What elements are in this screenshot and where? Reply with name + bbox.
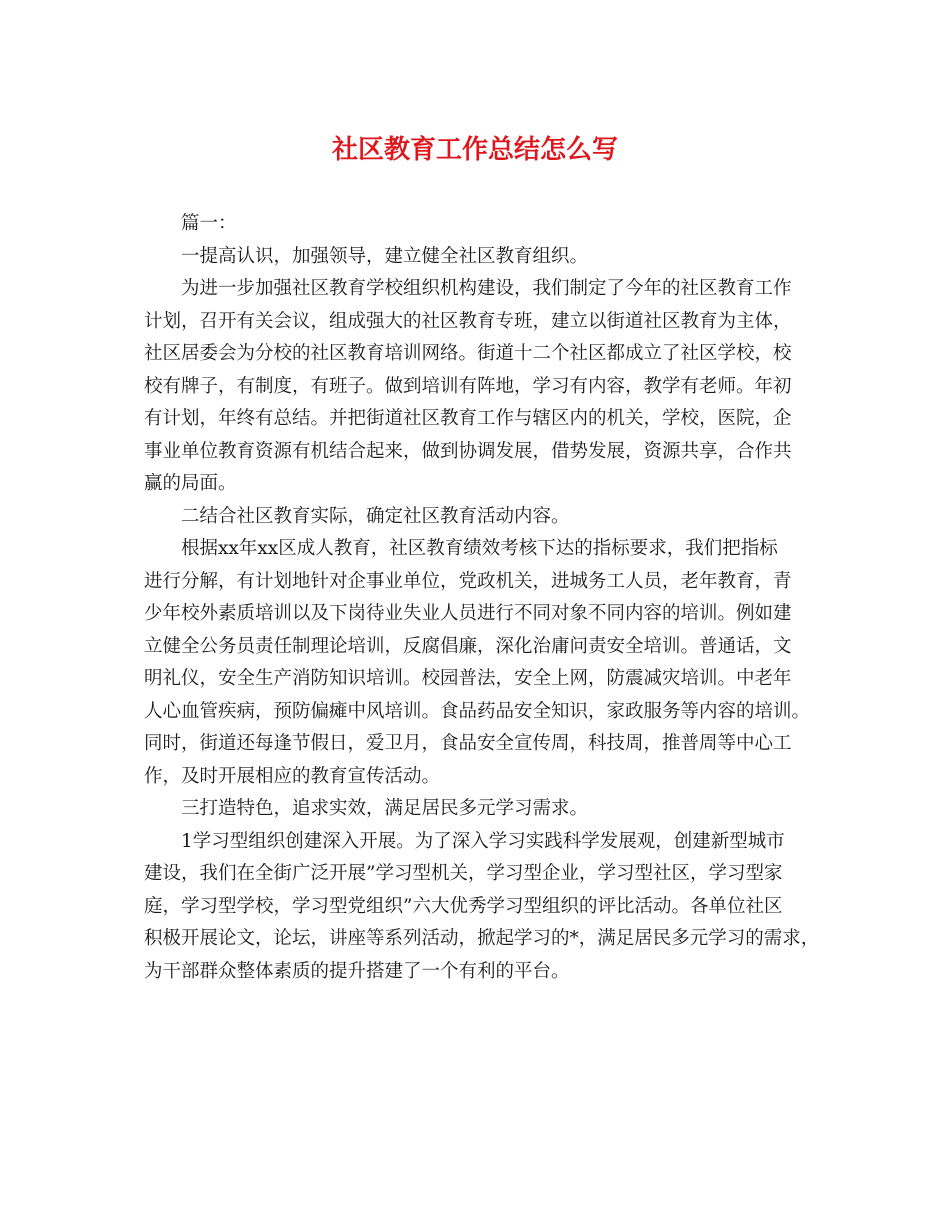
text-line: 二结合社区教育实际，确定社区教育活动内容。 (181, 505, 570, 527)
paragraph-section-one-body (144, 273, 816, 501)
text-line: 为干部群众整体素质的提升搭建了一个有利的平台。 (144, 960, 570, 982)
text-line: 赢的局面。 (144, 473, 237, 494)
text-line: 同时，街道还每逢节假日，爱卫月，食品安全宣传周，科技周，推普周等中心工 (144, 733, 792, 754)
document-title: 社区教育工作总结怎么写 (331, 135, 618, 165)
text-line: 有计划，年终有总结。并把街道社区教育工作与辖区内的机关，学校，医院，企 (144, 408, 792, 429)
text-line: 积极开展论文，论坛，讲座等系列活动，掀起学习的*，满足居民多元学习的需求， (144, 928, 820, 949)
text-line: 作，及时开展相应的教育宣传活动。 (144, 765, 441, 787)
text-line: 人心血管疾病，预防偏瘫中风培训。食品药品安全知识，家政服务等内容的培训。 (144, 700, 811, 722)
text-line: 事业单位教育资源有机结合起来，做到协调发展，借势发展，资源共享，合作共 (144, 440, 792, 462)
paragraph-section-three-heading (144, 793, 816, 826)
text-line: 1学习型组织创建深入开展。为了深入学习实践科学发展观，创建新型城市 (181, 830, 785, 852)
paragraph-section-two-body (144, 533, 816, 793)
text-line: 社区居委会为分校的社区教育培训网络。街道十二个社区都成立了社区学校，校 (144, 343, 792, 364)
text-line: 立健全公务员责任制理论培训，反腐倡廉，深化治庸问责安全培训。普通话，文 (144, 635, 792, 657)
text-line: 校有牌子，有制度，有班子。做到培训有阵地，学习有内容，教学有老师。年初 (144, 375, 792, 397)
text-line: 庭，学习型学校，学习型党组织”六大优秀学习型组织的评比活动。各单位社区 (144, 895, 783, 917)
text-line: 进行分解，有计划地针对企事业单位，党政机关，进城务工人员，老年教育，青 (144, 570, 792, 592)
paragraph-section-two-heading (144, 501, 816, 534)
paragraph-section-three-body (144, 826, 820, 989)
text-line: 为进一步加强社区教育学校组织机构建设，我们制定了今年的社区教育工作 (181, 278, 792, 299)
text-line: 三打造特色，追求实效，满足居民多元学习需求。 (181, 798, 589, 819)
document-body (144, 208, 820, 988)
text-line: 篇一： (181, 213, 237, 234)
paragraph-section-one-heading (144, 241, 816, 274)
text-line: 明礼仪，安全生产消防知识培训。校园普法，安全上网，防震减灾培训。中老年 (144, 668, 792, 689)
paragraph-heading-part-one (144, 208, 816, 241)
text-line: 少年校外素质培训以及下岗待业失业人员进行不同对象不同内容的培训。例如建 (144, 603, 792, 624)
text-line: 一提高认识，加强领导，建立健全社区教育组织。 (181, 245, 589, 267)
text-line: 建设，我们在全街广泛开展”学习型机关，学习型企业，学习型社区，学习型家 (144, 863, 783, 884)
text-line: 计划，召开有关会议，组成强大的社区教育专班，建立以街道社区教育为主体， (144, 310, 792, 332)
text-line: 根据xx年xx区成人教育，社区教育绩效考核下达的指标要求，我们把指标 (181, 538, 778, 559)
